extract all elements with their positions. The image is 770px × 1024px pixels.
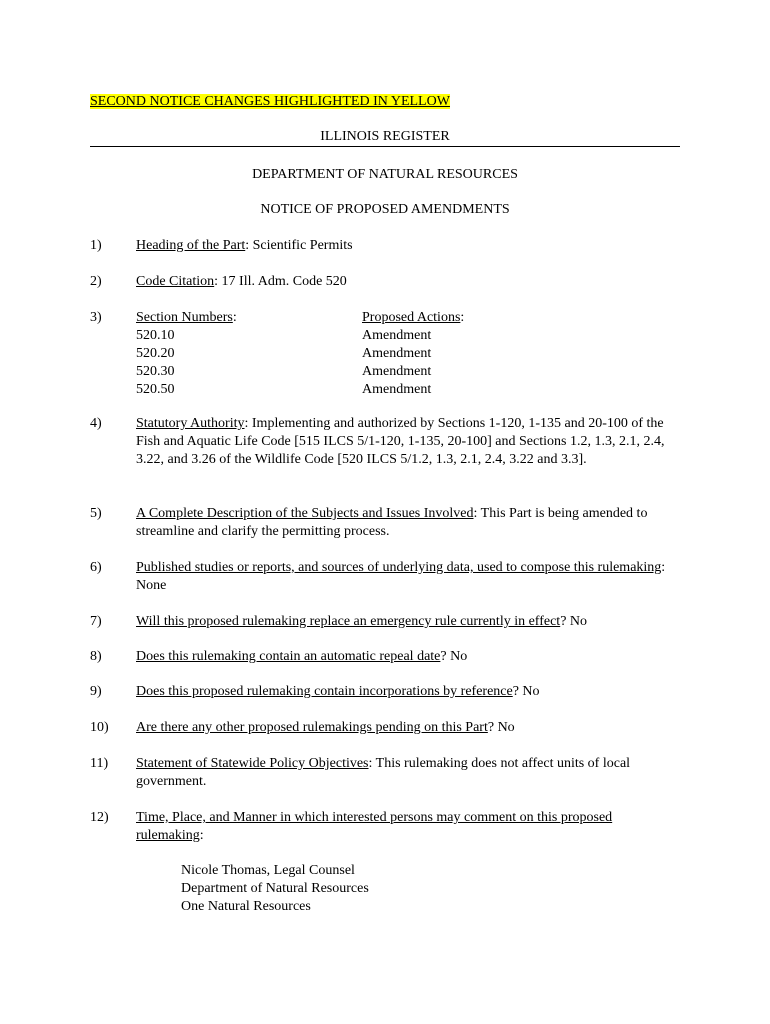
item-5-label: A Complete Description of the Subjects and Issues Involved <box>136 506 474 521</box>
item-12-number: 12) <box>90 810 109 825</box>
item-2-label: Code Citation <box>136 274 215 289</box>
proposed-actions-label: Proposed Actions <box>362 310 461 325</box>
department-heading: DEPARTMENT OF NATURAL RESOURCES <box>252 167 518 182</box>
item-1-label: Heading of the Part <box>136 238 246 253</box>
item-12-text <box>136 809 681 845</box>
item-10-label: Are there any other proposed rulemakings pending on this Part <box>136 720 488 735</box>
item-5-number: 5) <box>90 506 102 521</box>
item-12-value: : <box>199 828 204 843</box>
item-5-text <box>136 505 681 541</box>
item-7-value: ? No <box>560 614 588 629</box>
item-4-label: Statutory Authority <box>136 416 245 431</box>
section-number: 520.50 <box>136 382 175 397</box>
proposed-actions-column: Proposed Actions: Amendment Amendment Amendment Amendment <box>362 310 465 397</box>
item-9-text <box>136 683 681 701</box>
proposed-action: Amendment <box>362 382 432 397</box>
item-7-label: Will this proposed rulemaking replace an emergency rule currently in effect <box>136 614 561 629</box>
item-6-value: : None <box>136 560 666 593</box>
item-8-text <box>136 648 681 666</box>
section-numbers-label: Section Numbers <box>136 310 233 325</box>
item-9-value: ? No <box>512 684 540 699</box>
notice-title: NOTICE OF PROPOSED AMENDMENTS <box>260 202 510 217</box>
item-3-number: 3) <box>90 310 102 325</box>
contact-name: Nicole Thomas, Legal Counsel <box>181 863 355 878</box>
item-4-value: : Implementing and authorized by Sections 1-120, 1-135 and 20-100 of the Fish and Aquatic Life Code [515 ILCS 5/1-120, 1-135, 20-100] and Sections 1.2, 1.3, 2.1, 2.4, 3.22, and 3.26 of the Wildlife Code [520 ILCS 5/1.2, 1.3, 2.1, 2.4, 3.22 and 3.3]. <box>136 416 665 467</box>
item-2-text <box>136 273 681 291</box>
item-1-number: 1) <box>90 238 102 253</box>
section-number: 520.10 <box>136 328 175 343</box>
item-2-value: : 17 Ill. Adm. Code 520 <box>214 274 347 289</box>
contact-department: Department of Natural Resources <box>181 881 369 896</box>
item-1-text <box>136 237 681 255</box>
item-9-label: Does this proposed rulemaking contain incorporations by reference <box>136 684 513 699</box>
contact-block <box>181 862 369 916</box>
item-8-number: 8) <box>90 649 102 664</box>
item-8-label: Does this rulemaking contain an automatic repeal date <box>136 649 441 664</box>
item-6-text <box>136 559 681 595</box>
item-11-label: Statement of Statewide Policy Objectives <box>136 756 369 771</box>
item-5-value: : This Part is being amended to streamline and clarify the permitting process. <box>136 506 648 539</box>
register-header: ILLINOIS REGISTER <box>90 128 680 147</box>
item-6-number: 6) <box>90 560 102 575</box>
item-8-value: ? No <box>440 649 468 664</box>
item-10-value: ? No <box>487 720 515 735</box>
item-10-number: 10) <box>90 720 109 735</box>
proposed-action: Amendment <box>362 364 432 379</box>
proposed-action: Amendment <box>362 346 432 361</box>
section-numbers-column: Section Numbers: 520.10 520.20 520.30 520.50 <box>136 310 237 397</box>
proposed-action: Amendment <box>362 328 432 343</box>
item-12-label: Time, Place, and Manner in which interested persons may comment on this proposed rulemaking <box>136 810 613 843</box>
item-4-number: 4) <box>90 416 102 431</box>
item-2-number: 2) <box>90 274 102 289</box>
item-7-number: 7) <box>90 614 102 629</box>
item-6-label: Published studies or reports, and sources of underlying data, used to compose this rulemaking <box>136 560 662 575</box>
item-11-value: : This rulemaking does not affect units of local government. <box>136 756 631 789</box>
section-number: 520.30 <box>136 364 175 379</box>
notice-banner <box>90 93 450 111</box>
item-9-number: 9) <box>90 684 102 699</box>
item-11-number: 11) <box>90 756 109 771</box>
contact-address: One Natural Resources <box>181 899 311 914</box>
highlighted-banner-text: SECOND NOTICE CHANGES HIGHLIGHTED IN YELLOW <box>90 94 450 109</box>
item-1-value: : Scientific Permits <box>245 238 353 253</box>
item-7-text <box>136 613 681 631</box>
section-number: 520.20 <box>136 346 175 361</box>
item-10-text <box>136 719 681 737</box>
item-4-text <box>136 415 681 469</box>
item-11-text <box>136 755 681 791</box>
